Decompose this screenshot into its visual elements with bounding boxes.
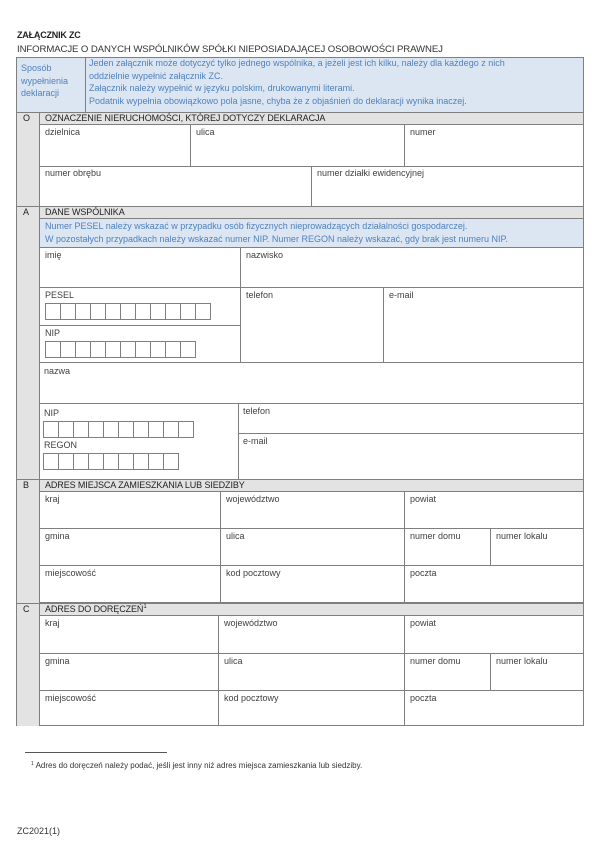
field-pesel-label: PESEL — [45, 290, 75, 300]
info-line: Numer PESEL należy wskazać w przypadku osób fizycznych nieprowadzących działalności gospodarczej. — [45, 221, 468, 231]
attachment-title: ZAŁĄCZNIK ZC — [17, 30, 81, 40]
b-field-powiat[interactable]: powiat — [410, 494, 437, 504]
c-field-powiat[interactable]: powiat — [410, 618, 437, 628]
footnote-mark: 1 — [31, 761, 34, 767]
section-c-margin — [16, 615, 40, 726]
info-line: W pozostałych przypadkach należy wskazać numer NIP. Numer REGON należy wskazać, gdy brak jest numeru NIP. — [45, 233, 508, 244]
field-regon-label: REGON — [44, 440, 78, 450]
section-o-letter: O — [23, 113, 31, 123]
section-a-letter: A — [23, 207, 30, 217]
divider — [39, 653, 584, 654]
field-ulica[interactable]: ulica — [196, 127, 215, 137]
divider — [190, 124, 191, 166]
section-o-margin — [16, 124, 40, 207]
field-nip-label: NIP — [45, 328, 61, 338]
attachment-subtitle: INFORMACJE O DANYCH WSPÓLNIKÓW SPÓŁKI NIEPOSIADAJĄCEJ OSOBOWOŚCI PRAWNEJ — [17, 44, 443, 55]
divider — [238, 403, 239, 480]
field-entity-telefon[interactable]: telefon — [243, 406, 271, 416]
section-b-margin — [16, 491, 40, 603]
b-field-kod-pocztowy[interactable]: kod pocztowy — [226, 568, 281, 578]
field-nazwisko[interactable]: nazwisko — [246, 250, 284, 260]
instruction-line: Jeden załącznik może dotyczyć tylko jednego wspólnika, a jeżeli jest ich kilku, należy dla każdego z nich — [89, 58, 505, 68]
section-b-letter: B — [23, 480, 30, 490]
field-nazwa[interactable]: nazwa — [44, 366, 71, 376]
divider — [39, 287, 584, 288]
b-field-numer-lokalu[interactable]: numer lokalu — [496, 531, 548, 541]
field-entity-nip-label: NIP — [44, 408, 60, 418]
divider — [39, 325, 240, 326]
regon-digit-boxes[interactable] — [43, 453, 179, 470]
section-c-title — [45, 604, 147, 614]
divider — [218, 615, 219, 726]
footnote-separator — [25, 752, 167, 753]
divider — [240, 247, 241, 363]
divider — [404, 124, 405, 166]
c-field-poczta[interactable]: poczta — [410, 693, 437, 703]
b-field-kraj[interactable]: kraj — [45, 494, 60, 504]
entity-nip-digit-boxes[interactable] — [43, 421, 194, 438]
section-b-body — [39, 491, 584, 603]
footnote-text: Adres do doręczeń należy podać, jeśli jest inny niż adres miejsca zamieszkania lub siedziby. — [35, 761, 363, 770]
c-field-kod-pocztowy[interactable]: kod pocztowy — [224, 693, 279, 703]
instruction-line: Załącznik należy wypełnić w języku polskim, drukowanymi literami. — [89, 83, 355, 94]
document-id: ZC2021(1) — [17, 826, 61, 836]
footnote — [31, 760, 391, 772]
divider — [39, 565, 584, 566]
divider — [383, 287, 384, 363]
instructions-label: Sposób wypełnienia deklaracji — [21, 63, 69, 98]
field-numer[interactable]: numer — [410, 127, 436, 137]
b-field-poczta[interactable]: poczta — [410, 568, 437, 578]
section-o-title: OZNACZENIE NIERUCHOMOŚCI, KTÓREJ DOTYCZY DEKLARACJA — [45, 113, 326, 123]
field-dzielnica[interactable]: dzielnica — [45, 127, 81, 137]
section-c-letter: C — [23, 604, 30, 614]
nip-digit-boxes[interactable] — [45, 341, 196, 358]
field-imie[interactable]: imię — [45, 250, 62, 260]
divider — [490, 528, 491, 565]
c-field-numer-domu[interactable]: numer domu — [410, 656, 461, 666]
instruction-line: oddzielnie wypełnić załącznik ZC. — [89, 70, 224, 81]
field-telefon[interactable]: telefon — [246, 290, 274, 300]
section-c-title-text: ADRES DO DORĘCZEŃ — [45, 604, 144, 614]
field-numer-dzialki[interactable]: numer działki ewidencyjnej — [317, 168, 425, 178]
b-field-wojewodztwo[interactable]: województwo — [226, 494, 280, 504]
b-field-miejscowosc[interactable]: miejscowość — [45, 568, 97, 578]
c-field-miejscowosc[interactable]: miejscowość — [45, 693, 97, 703]
section-a-info-text — [45, 220, 581, 245]
divider — [404, 491, 405, 603]
b-field-numer-domu[interactable]: numer domu — [410, 531, 461, 541]
divider — [39, 528, 584, 529]
b-field-gmina[interactable]: gmina — [45, 531, 70, 541]
divider — [238, 433, 584, 434]
divider — [39, 403, 584, 404]
divider — [404, 615, 405, 726]
c-field-wojewodztwo[interactable]: województwo — [224, 618, 278, 628]
divider — [311, 166, 312, 207]
footnote-ref: 1 — [143, 604, 147, 610]
divider — [220, 491, 221, 603]
instructions-text — [89, 57, 583, 107]
divider — [490, 653, 491, 690]
section-a-margin — [16, 218, 40, 480]
divider — [39, 690, 584, 691]
section-c-body — [39, 615, 584, 726]
pesel-digit-boxes[interactable] — [45, 303, 211, 320]
section-b-title: ADRES MIEJSCA ZAMIESZKANIA LUB SIEDZIBY — [45, 480, 245, 490]
field-email[interactable]: e-mail — [389, 290, 414, 300]
c-field-kraj[interactable]: kraj — [45, 618, 60, 628]
c-field-ulica[interactable]: ulica — [224, 656, 243, 666]
field-entity-email[interactable]: e-mail — [243, 436, 268, 446]
c-field-gmina[interactable]: gmina — [45, 656, 70, 666]
section-a-title: DANE WSPÓLNIKA — [45, 207, 125, 217]
c-field-numer-lokalu[interactable]: numer lokalu — [496, 656, 548, 666]
b-field-ulica[interactable]: ulica — [226, 531, 245, 541]
field-numer-obrebu[interactable]: numer obrębu — [45, 168, 102, 178]
divider — [85, 57, 86, 113]
instruction-line: Podatnik wypełnia obowiązkowo pola jasne, chyba że z objaśnień do deklaracji wynika inaczej. — [89, 95, 467, 106]
